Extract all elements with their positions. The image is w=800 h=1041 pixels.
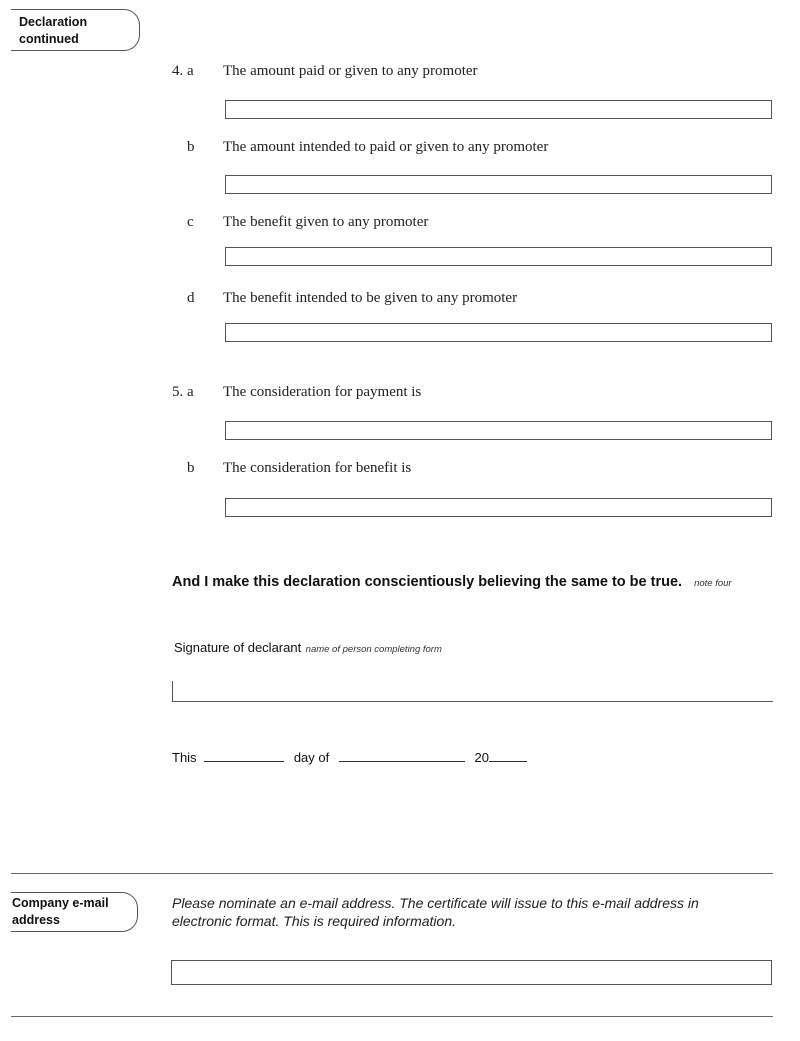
signature-sublabel: name of person completing form	[305, 644, 442, 655]
signature-label-group	[174, 639, 442, 657]
section-divider-top	[11, 873, 773, 874]
section-tab-declaration	[11, 9, 140, 51]
question-4c-label: The benefit given to any promoter	[223, 214, 429, 230]
section-tab-line2: continued	[19, 32, 79, 46]
question-5b-input[interactable]	[225, 498, 772, 517]
section-tab-email	[11, 892, 138, 932]
date-row	[172, 749, 527, 765]
email-tab-line1: Company e-mail	[12, 896, 109, 910]
question-4a-number: 4. a	[172, 63, 194, 79]
question-5a-label: The consideration for payment is	[223, 384, 422, 400]
question-4d-input[interactable]	[225, 323, 772, 342]
question-4b-label: The amount intended to paid or given to any promoter	[223, 139, 549, 155]
question-4b-input[interactable]	[225, 175, 772, 194]
day-input[interactable]	[204, 749, 284, 762]
section-tab-line1: Declaration	[19, 15, 88, 29]
date-this-label: This	[172, 750, 197, 765]
date-year-prefix: 20	[474, 750, 489, 765]
signature-field[interactable]	[172, 681, 773, 702]
email-tab-line2: address	[12, 913, 60, 927]
question-4c-number: c	[187, 214, 194, 230]
question-4d-label: The benefit intended to be given to any promoter	[223, 290, 518, 306]
year-input[interactable]	[489, 749, 527, 762]
declaration-note: note four	[694, 578, 732, 589]
month-input[interactable]	[339, 749, 465, 762]
section-divider-bottom	[11, 1016, 773, 1017]
question-4a-input[interactable]	[225, 100, 772, 119]
date-day-of-label: day of	[293, 750, 330, 765]
question-5a-number: 5. a	[172, 384, 194, 400]
email-input[interactable]	[171, 960, 772, 985]
question-5b-number: b	[187, 460, 195, 476]
question-4d-number: d	[187, 290, 195, 306]
question-5b-label: The consideration for benefit is	[223, 460, 412, 476]
question-4b-number: b	[187, 139, 195, 155]
question-4c-input[interactable]	[225, 247, 772, 266]
declaration-text: And I make this declaration conscientiously believing the same to be true.	[172, 574, 683, 590]
question-4a-label: The amount paid or given to any promoter	[223, 63, 478, 79]
declaration-statement	[172, 573, 732, 591]
email-instruction: Please nominate an e-mail address. The certificate will issue to this e-mail address in electronic format. This is required information.	[172, 895, 699, 929]
signature-label: Signature of declarant	[174, 640, 302, 655]
question-5a-input[interactable]	[225, 421, 772, 440]
